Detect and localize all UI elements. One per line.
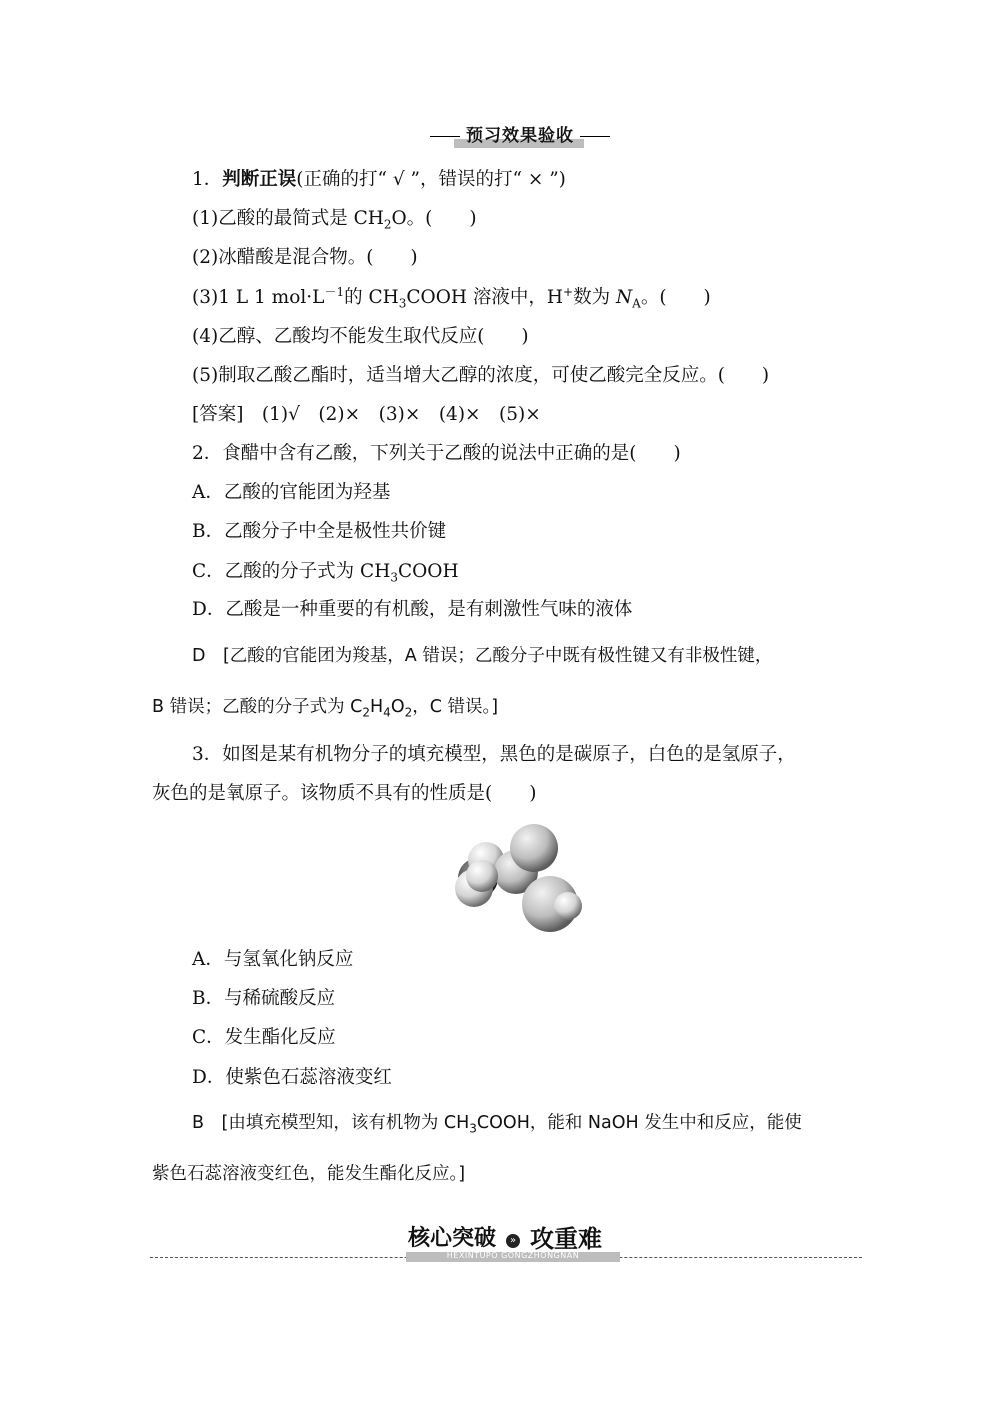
- q3-explanation-line2: 紫色石蕊溶液变红色，能发生酯化反应。]: [152, 1164, 466, 1184]
- q3-stem-line2: 灰色的是氧原子。该物质不具有的性质是( ): [152, 783, 537, 804]
- q1-item-4: (4)乙醇、乙酸均不能发生取代反应( ): [192, 326, 529, 347]
- q2-option-a: A．乙酸的官能团为羟基: [192, 482, 391, 503]
- q2-option-d: D．乙酸是一种重要的有机酸，是有刺激性气味的液体: [192, 599, 633, 620]
- q1-item-2: (2)冰醋酸是混合物。( ): [192, 247, 418, 268]
- q1-item-3: (3)1 L 1 $mol\cdot L^{-1}$的 $CH_3COOH$ 溶液中，H+数为 $N_A$。( ): [192, 284, 711, 311]
- hydrogen-atom: [466, 860, 498, 892]
- section-title: 预习效果验收: [466, 126, 574, 146]
- section-header: [430, 123, 610, 149]
- banner-title-left: 核心突破: [408, 1226, 497, 1251]
- q3-option-b: B．与稀硫酸反应: [192, 988, 336, 1009]
- q3-option-c: C．发生酯化反应: [192, 1027, 336, 1048]
- header-rule-left: [430, 136, 460, 137]
- q1-stem-bold: 判断正误: [222, 169, 297, 190]
- q2-option-c: C．乙酸的分子式为 $CH_3COOH$: [192, 561, 459, 585]
- hydrogen-atom: [554, 892, 582, 920]
- header-rule-right: [580, 136, 610, 137]
- q2-explanation-line2: B 错误；乙酸的分子式为 $C_2H_4O_2$，C 错误。]: [152, 697, 499, 720]
- molecule-space-filling-model: [448, 820, 588, 940]
- q3-explanation-line1: B [由填充模型知，该有机物为 $CH_3COOH$，能和 NaOH 发生中和反应，能使: [192, 1113, 802, 1136]
- q1-answer: [答案] (1)√ (2)× (3)× (4)× (5)×: [192, 404, 541, 425]
- oxygen-atom: [510, 824, 558, 872]
- q1-item-1: (1)乙酸的最简式是 $CH_2O$。( ): [192, 208, 477, 232]
- q1-number: 1．: [192, 169, 223, 190]
- section-banner: [150, 1222, 862, 1272]
- q3-option-a: A．与氢氧化钠反应: [192, 949, 354, 970]
- q2-explanation-line1: D [乙酸的官能团为羧基，A 错误；乙酸分子中既有极性键又有非极性键，: [192, 646, 773, 666]
- banner-title-right: 攻重难: [530, 1225, 602, 1253]
- q1-stem: [192, 168, 566, 192]
- q2-stem: 2．食醋中含有乙酸，下列关于乙酸的说法中正确的是( ): [192, 443, 681, 464]
- q2-option-b: B．乙酸分子中全是极性共价键: [192, 521, 447, 542]
- q1-stem-rest: (正确的打“ √ ”，错误的打“ × ”): [296, 169, 566, 190]
- double-chevron-icon: »: [506, 1234, 520, 1248]
- q3-stem-line1: 3．如图是某有机物分子的填充模型，黑色的是碳原子，白色的是氢原子，: [192, 744, 796, 765]
- q1-item-5: (5)制取乙酸乙酯时，适当增大乙醇的浓度，可使乙酸完全反应。( ): [192, 365, 770, 386]
- q3-option-d: D．使紫色石蕊溶液变红: [192, 1067, 392, 1088]
- banner-pinyin: HEXINTUPO GONGZHONGNAN: [446, 1251, 580, 1260]
